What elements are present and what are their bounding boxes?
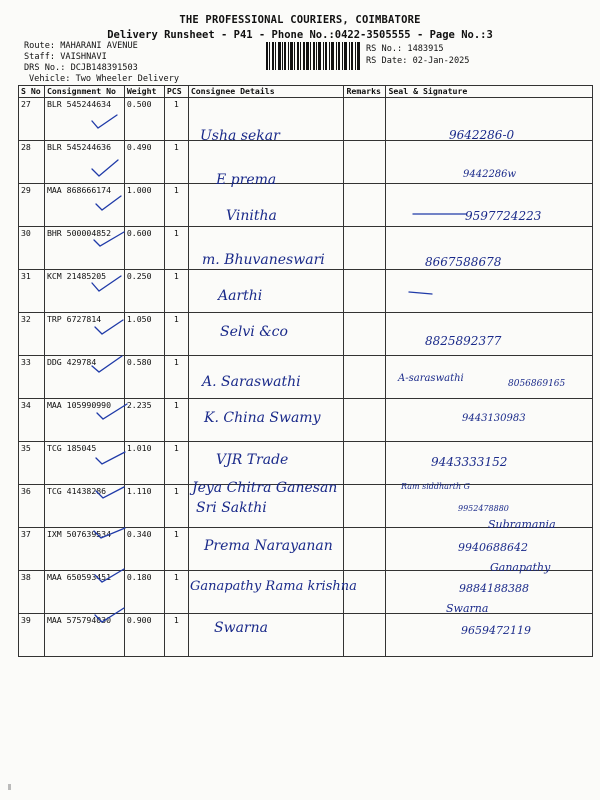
signature-cell: [386, 313, 593, 356]
weight-cell: 0.600: [124, 227, 164, 270]
pcs-cell: 1: [164, 184, 188, 227]
page-edge-mark: [8, 784, 11, 790]
name-handwriting: Prema Narayanan: [204, 538, 333, 554]
table-row: [19, 485, 593, 528]
remarks-cell: [344, 399, 386, 442]
signature-cell: [386, 184, 593, 227]
sno-cell: 30: [19, 227, 45, 270]
name-handwriting: Ganapathy Rama krishna: [190, 579, 357, 594]
consignment-cell: KCM 21485205: [44, 270, 124, 313]
signature-handwriting: 9642286-0: [449, 128, 515, 142]
sno-cell: 28: [19, 141, 45, 184]
consignee-cell: [188, 184, 344, 227]
weight-cell: 1.050: [124, 313, 164, 356]
name-handwriting: Vinitha: [226, 208, 277, 224]
table-row: [19, 227, 593, 270]
consignee-cell: [188, 141, 344, 184]
table-row: [19, 141, 593, 184]
pcs-cell: 1: [164, 227, 188, 270]
company-title: THE PROFESSIONAL COURIERS, COIMBATORE: [179, 14, 421, 26]
remarks-cell: [344, 270, 386, 313]
name-handwriting: A. Saraswathi: [202, 374, 301, 390]
consignment-cell: BLR 545244636: [44, 141, 124, 184]
weight-cell: 0.340: [124, 528, 164, 571]
name-handwriting: E prema: [216, 172, 277, 188]
col-consignee: Consignee Details: [188, 86, 344, 98]
remarks-cell: [344, 98, 386, 141]
consignee-cell: [188, 98, 344, 141]
remarks-cell: [344, 485, 386, 528]
weight-cell: 1.110: [124, 485, 164, 528]
sno-cell: 34: [19, 399, 45, 442]
pcs-cell: 1: [164, 270, 188, 313]
signature-handwriting: 9443130983: [462, 413, 526, 424]
barcode-image: [266, 42, 360, 70]
signature-cell: [386, 614, 593, 657]
vehicle-line: Vehicle: Two Wheeler Delivery: [29, 74, 180, 84]
signature-handwriting: 9952478880: [458, 504, 509, 513]
signature-handwriting: Ganapathy: [490, 561, 551, 574]
sno-cell: 29: [19, 184, 45, 227]
name-handwriting: K. China Swamy: [204, 410, 321, 426]
consignee-cell: [188, 442, 344, 485]
signature-handwriting: 8056869165: [508, 379, 566, 389]
sno-cell: 39: [19, 614, 45, 657]
drs-line: DRS No.: DCJB148391503: [24, 63, 138, 73]
signature-handwriting: 8825892377: [425, 334, 502, 348]
consignment-cell: MAA 575794030: [44, 614, 124, 657]
pcs-cell: 1: [164, 98, 188, 141]
staff-line: Staff: VAISHNAVI: [24, 52, 107, 62]
sno-cell: 36: [19, 485, 45, 528]
pcs-cell: 1: [164, 614, 188, 657]
consignee-cell: [188, 614, 344, 657]
signature-cell: [386, 442, 593, 485]
weight-cell: 0.180: [124, 571, 164, 614]
pcs-cell: 1: [164, 313, 188, 356]
name-handwriting: m. Bhuvaneswari: [202, 252, 325, 268]
consignment-cell: BLR 545244634: [44, 98, 124, 141]
weight-cell: 0.500: [124, 98, 164, 141]
weight-cell: 2.235: [124, 399, 164, 442]
consignee-cell: [188, 571, 344, 614]
pcs-cell: 1: [164, 571, 188, 614]
consignment-cell: DDG 429784: [44, 356, 124, 399]
remarks-cell: [344, 184, 386, 227]
col-weight: Weight: [124, 86, 164, 98]
pcs-cell: 1: [164, 356, 188, 399]
consignment-cell: MAA 105990990: [44, 399, 124, 442]
weight-cell: 0.490: [124, 141, 164, 184]
signature-handwriting: Subramania: [488, 518, 556, 531]
consignment-cell: TRP 6727814: [44, 313, 124, 356]
remarks-cell: [344, 442, 386, 485]
remarks-cell: [344, 356, 386, 399]
consignee-cell: [188, 313, 344, 356]
signature-handwriting: 9659472119: [461, 624, 531, 637]
weight-cell: 0.580: [124, 356, 164, 399]
remarks-cell: [344, 227, 386, 270]
table-row: [19, 313, 593, 356]
signature-cell: [386, 528, 593, 571]
signature-cell: [386, 571, 593, 614]
signature-cell: [386, 227, 593, 270]
sno-cell: 38: [19, 571, 45, 614]
signature-handwriting: 9442286w: [463, 169, 517, 180]
sno-cell: 27: [19, 98, 45, 141]
pcs-cell: 1: [164, 528, 188, 571]
sno-cell: 32: [19, 313, 45, 356]
signature-cell: [386, 356, 593, 399]
signature-handwriting: A-saraswathi: [398, 373, 464, 384]
signature-cell: [386, 485, 593, 528]
remarks-cell: [344, 313, 386, 356]
signature-cell: [386, 98, 593, 141]
table-row: [19, 184, 593, 227]
pcs-cell: 1: [164, 485, 188, 528]
rs-date: RS Date: 02-Jan-2025: [366, 56, 470, 66]
table-row: [19, 571, 593, 614]
remarks-cell: [344, 141, 386, 184]
col-pcs: PCS: [164, 86, 188, 98]
remarks-cell: [344, 571, 386, 614]
consignment-cell: MAA 868666174: [44, 184, 124, 227]
consignee-cell: [188, 270, 344, 313]
sno-cell: 37: [19, 528, 45, 571]
remarks-cell: [344, 528, 386, 571]
consignee-cell: [188, 227, 344, 270]
name-handwriting: Selvi &co: [220, 324, 288, 340]
rs-number: RS No.: 1483915: [366, 44, 444, 54]
table-row: [19, 356, 593, 399]
runsheet-table: [18, 85, 593, 657]
consignee-cell: [188, 356, 344, 399]
remarks-cell: [344, 614, 386, 657]
table-header-row: [19, 86, 593, 98]
consignment-cell: BHR 500004852: [44, 227, 124, 270]
table-row: [19, 442, 593, 485]
weight-cell: 1.000: [124, 184, 164, 227]
table-row: [19, 270, 593, 313]
signature-handwriting: 9884188388: [459, 582, 529, 595]
signature-cell: [386, 270, 593, 313]
table-row: [19, 399, 593, 442]
weight-cell: 0.250: [124, 270, 164, 313]
name-handwriting: Jeya Chitra Ganesan: [192, 480, 338, 496]
consignment-cell: TCG 41438286: [44, 485, 124, 528]
pcs-cell: 1: [164, 141, 188, 184]
table-row: [19, 528, 593, 571]
col-sno: S No: [19, 86, 45, 98]
consignment-cell: IXM 507639534: [44, 528, 124, 571]
runsheet-title: Delivery Runsheet - P41 - Phone No.:0422-3505555 - Page No.:3: [107, 29, 493, 41]
signature-handwriting: 9597724223: [465, 209, 542, 223]
sno-cell: 35: [19, 442, 45, 485]
signature-cell: [386, 141, 593, 184]
signature-handwriting: Swarna: [446, 602, 489, 615]
name-handwriting: VJR Trade: [216, 452, 289, 468]
signature-cell: [386, 399, 593, 442]
consignment-cell: MAA 650593451: [44, 571, 124, 614]
pcs-cell: 1: [164, 442, 188, 485]
sno-cell: 31: [19, 270, 45, 313]
route-line: Route: MAHARANI AVENUE: [24, 41, 138, 51]
signature-handwriting: Ram siddharth G: [401, 482, 471, 491]
consignee-cell: [188, 399, 344, 442]
signature-handwriting: 9940688642: [458, 541, 528, 554]
col-consignment: Consignment No: [44, 86, 124, 98]
signature-handwriting: 8667588678: [425, 255, 502, 269]
name-handwriting: Usha sekar: [200, 128, 280, 144]
name-handwriting: Aarthi: [218, 288, 263, 304]
table-row: [19, 614, 593, 657]
weight-cell: 0.900: [124, 614, 164, 657]
weight-cell: 1.010: [124, 442, 164, 485]
consignment-cell: TCG 185045: [44, 442, 124, 485]
name-handwriting: Swarna: [214, 620, 268, 636]
col-signature: Seal & Signature: [386, 86, 593, 98]
sno-cell: 33: [19, 356, 45, 399]
name-handwriting: Sri Sakthi: [196, 500, 267, 516]
consignee-cell: [188, 485, 344, 528]
pcs-cell: 1: [164, 399, 188, 442]
signature-handwriting: 9443333152: [431, 455, 508, 469]
table-row: [19, 98, 593, 141]
consignee-cell: [188, 528, 344, 571]
col-remarks: Remarks: [344, 86, 386, 98]
